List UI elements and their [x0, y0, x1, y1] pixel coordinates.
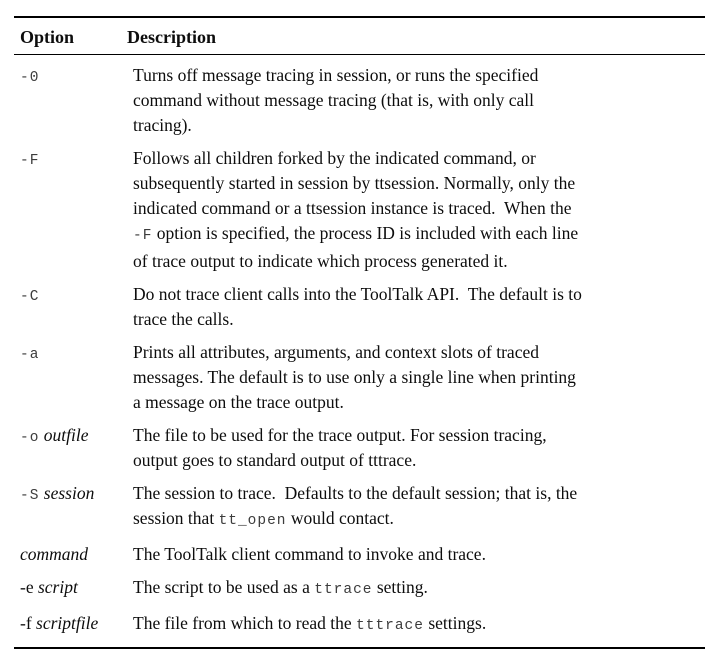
option-cell [14, 611, 133, 639]
description-line [133, 221, 705, 249]
description-cell [133, 575, 705, 603]
roman-text: a message on the trace output. [133, 392, 344, 412]
description-cell [133, 481, 705, 534]
italic-text: scriptfile [36, 613, 99, 633]
roman-text: Do not trace client calls into the ToolTalk API. The default is to [133, 284, 582, 304]
description-line [133, 196, 705, 221]
roman-text: Turns off message tracing in session, or runs the specified [133, 65, 539, 85]
description-line [133, 423, 705, 448]
table-row [14, 282, 705, 332]
options-table [14, 16, 705, 649]
code-text: -o [20, 430, 40, 446]
roman-text: tracing). [133, 115, 192, 135]
roman-text: The file to be used for the trace output. For session tracing, [133, 425, 547, 445]
roman-text: setting. [372, 577, 428, 597]
code-text: tt_open [218, 513, 287, 529]
option-cell [14, 146, 133, 274]
description-column-header: Description [127, 27, 216, 47]
description-line [133, 611, 705, 639]
table-rule-bottom [14, 647, 705, 649]
table-row [14, 146, 705, 274]
roman-text: The script to be used as a [133, 577, 315, 597]
option-cell [14, 282, 133, 332]
roman-text: settings. [423, 613, 487, 633]
roman-text: session that [133, 508, 219, 528]
description-cell [133, 542, 705, 567]
description-line [133, 365, 705, 390]
roman-text: command without message tracing (that is, with only call [133, 90, 534, 110]
table-row [14, 340, 705, 415]
italic-text: command [20, 544, 89, 564]
table-row [14, 611, 705, 639]
description-line [133, 282, 705, 307]
roman-text: would contact. [286, 508, 394, 528]
code-text: -a [20, 347, 40, 363]
italic-text: session [39, 483, 95, 503]
table-row [14, 481, 705, 534]
description-cell [133, 146, 705, 274]
code-text: -S [20, 488, 40, 504]
code-text: -0 [20, 70, 40, 86]
roman-text: Prints all attributes, arguments, and context slots of traced [133, 342, 539, 362]
description-line [133, 146, 705, 171]
roman-text: output goes to standard output of tttrace. [133, 450, 417, 470]
roman-text: trace the calls. [133, 309, 234, 329]
description-line [133, 542, 705, 567]
roman-text: indicated command or a ttsession instance is traced. When the [133, 198, 572, 218]
table-row [14, 423, 705, 473]
description-line [133, 307, 705, 332]
table-row [14, 575, 705, 603]
roman-text: option is specified, the process ID is included with each line [152, 223, 579, 243]
description-line [133, 481, 705, 506]
table-row [14, 63, 705, 138]
table-header-row [14, 18, 705, 54]
description-line [133, 575, 705, 603]
description-line [133, 113, 705, 138]
description-line [133, 448, 705, 473]
roman-text: Follows all children forked by the indicated command, or [133, 148, 536, 168]
roman-text: subsequently started in session by ttsession. Normally, only the [133, 173, 576, 193]
option-column-header: Option [20, 27, 75, 47]
option-cell [14, 542, 133, 567]
roman-text: The ToolTalk client command to invoke and trace. [133, 544, 486, 564]
description-cell [133, 611, 705, 639]
table-rows [14, 55, 705, 639]
italic-text: outfile [39, 425, 89, 445]
roman-text: messages. The default is to use only a single line when printing [133, 367, 576, 387]
code-text: -F [20, 153, 40, 169]
description-line [133, 88, 705, 113]
option-cell [14, 423, 133, 473]
description-line [133, 63, 705, 88]
option-cell [14, 575, 133, 603]
roman-text: The file from which to read the [133, 613, 357, 633]
roman-text: -e [20, 577, 38, 597]
description-line [133, 390, 705, 415]
code-text: ttrace [314, 582, 373, 598]
table-row [14, 542, 705, 567]
option-cell [14, 63, 133, 138]
code-text: -F [133, 228, 153, 244]
italic-text: script [37, 577, 78, 597]
description-line [133, 506, 705, 534]
code-text: -C [20, 289, 40, 305]
description-cell [133, 282, 705, 332]
description-cell [133, 423, 705, 473]
description-line [133, 249, 705, 274]
roman-text: The session to trace. Defaults to the default session; that is, the [133, 483, 578, 503]
description-line [133, 171, 705, 196]
option-cell [14, 340, 133, 415]
description-cell [133, 340, 705, 415]
code-text: tttrace [356, 618, 424, 634]
roman-text: of trace output to indicate which process generated it. [133, 251, 508, 271]
description-cell [133, 63, 705, 138]
description-line [133, 340, 705, 365]
option-cell [14, 481, 133, 534]
roman-text: -f [20, 613, 37, 633]
